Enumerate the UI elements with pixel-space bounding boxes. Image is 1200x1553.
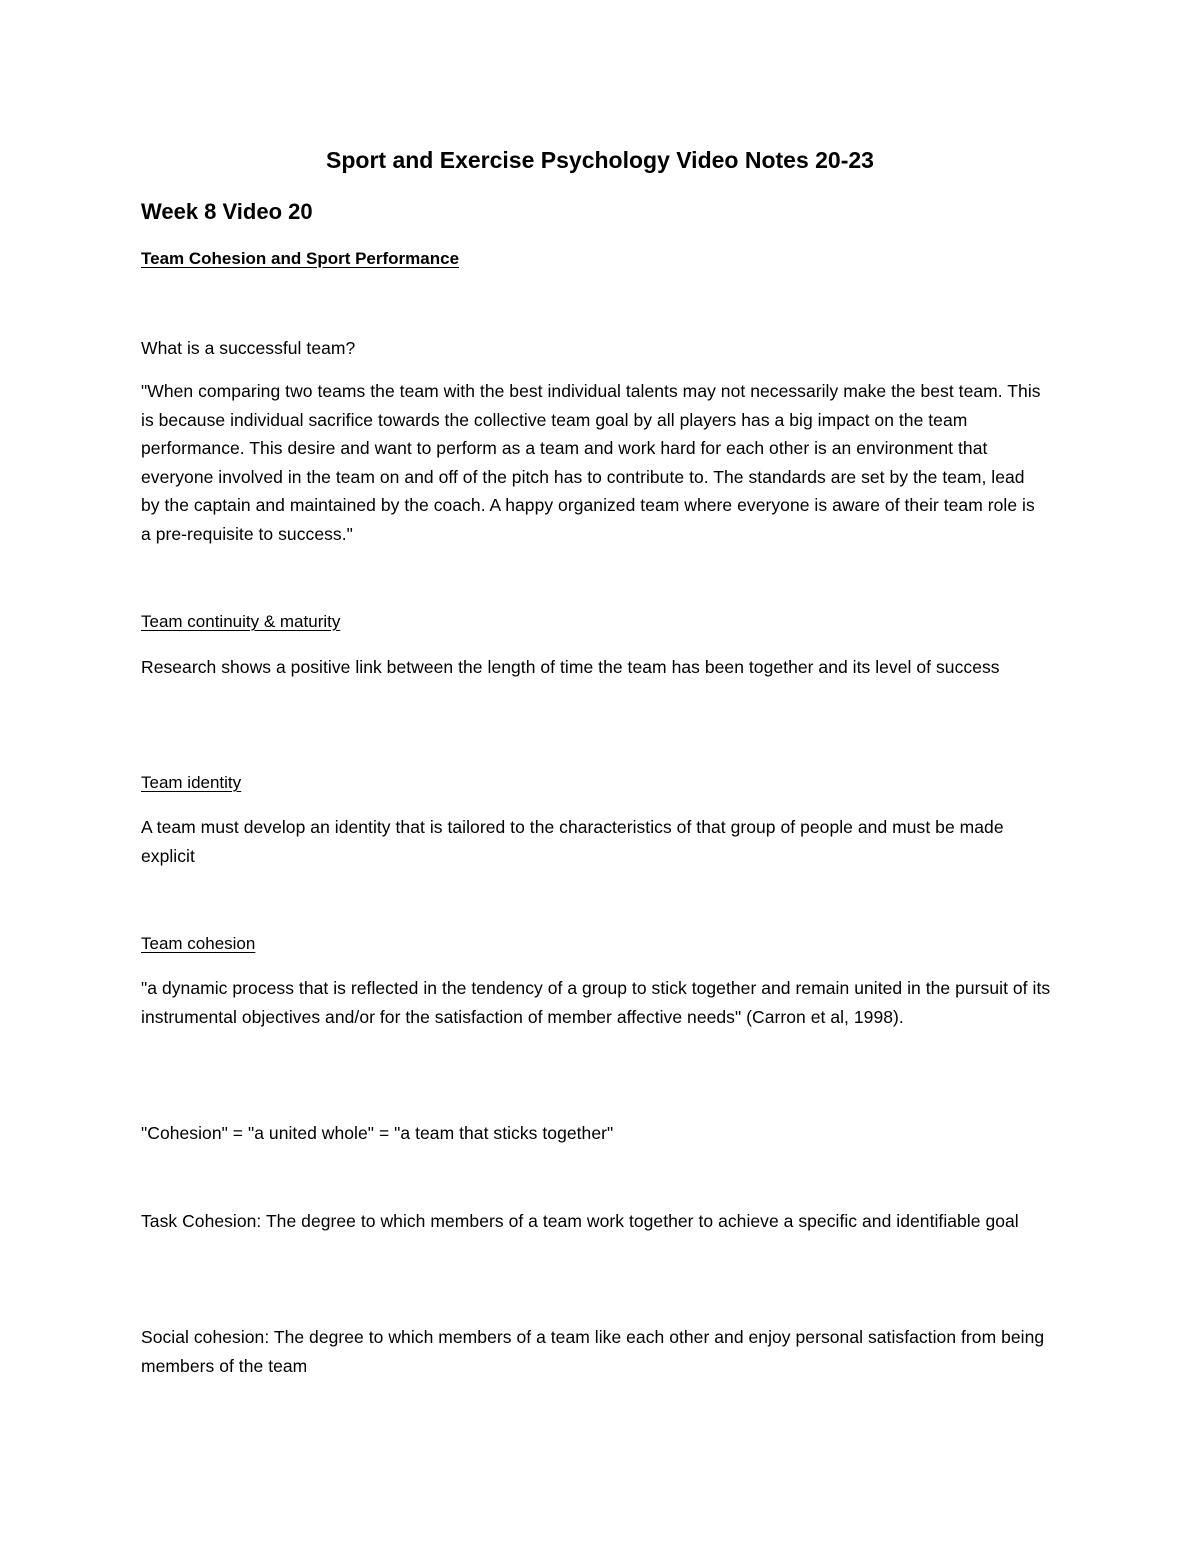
cohesion-equation: "Cohesion" = "a united whole" = "a team that sticks together" (141, 1123, 614, 1143)
team-cohesion-definition: "a dynamic process that is reflected in the tendency of a group to stick together and remain united in the pursuit of its instrumental objectives and/or for the satisfaction of member affective needs" (Carron et al, 1998). (141, 978, 1051, 1027)
successful-team-question: What is a successful team? (141, 338, 356, 358)
week-heading: Week 8 Video 20 (141, 199, 313, 224)
document-title: Sport and Exercise Psychology Video Notes 20-23 (326, 147, 874, 173)
heading-team-cohesion: Team cohesion (141, 934, 256, 953)
task-cohesion-definition: Task Cohesion: The degree to which members of a team work together to achieve a specific and identifiable goal (141, 1211, 1019, 1231)
heading-team-identity: Team identity (141, 773, 242, 792)
section-heading-team-cohesion-performance: Team Cohesion and Sport Performance (141, 249, 460, 268)
social-cohesion-definition: Social cohesion: The degree to which members of a team like each other and enjoy personal satisfaction from being members of the team (141, 1327, 1045, 1376)
team-identity-text: A team must develop an identity that is tailored to the characteristics of that group of people and must be made explicit (141, 817, 1004, 866)
successful-team-quote: "When comparing two teams the team with the best individual talents may not necessarily make the best team. This is because individual sacrifice towards the collective team goal by all players has a big impact on the team performance. This desire and want to perform as a team and work hard for each other is an environment that everyone involved in the team on and off of the pitch has to contribute to. The standards are set by the team, lead by the captain and maintained by the coach. A happy organized team where everyone is aware of their team role is a pre-requisite to success." (141, 381, 1041, 544)
heading-team-continuity: Team continuity & maturity (141, 612, 341, 631)
team-continuity-text: Research shows a positive link between the length of time the team has been together and its level of success (141, 657, 1000, 677)
